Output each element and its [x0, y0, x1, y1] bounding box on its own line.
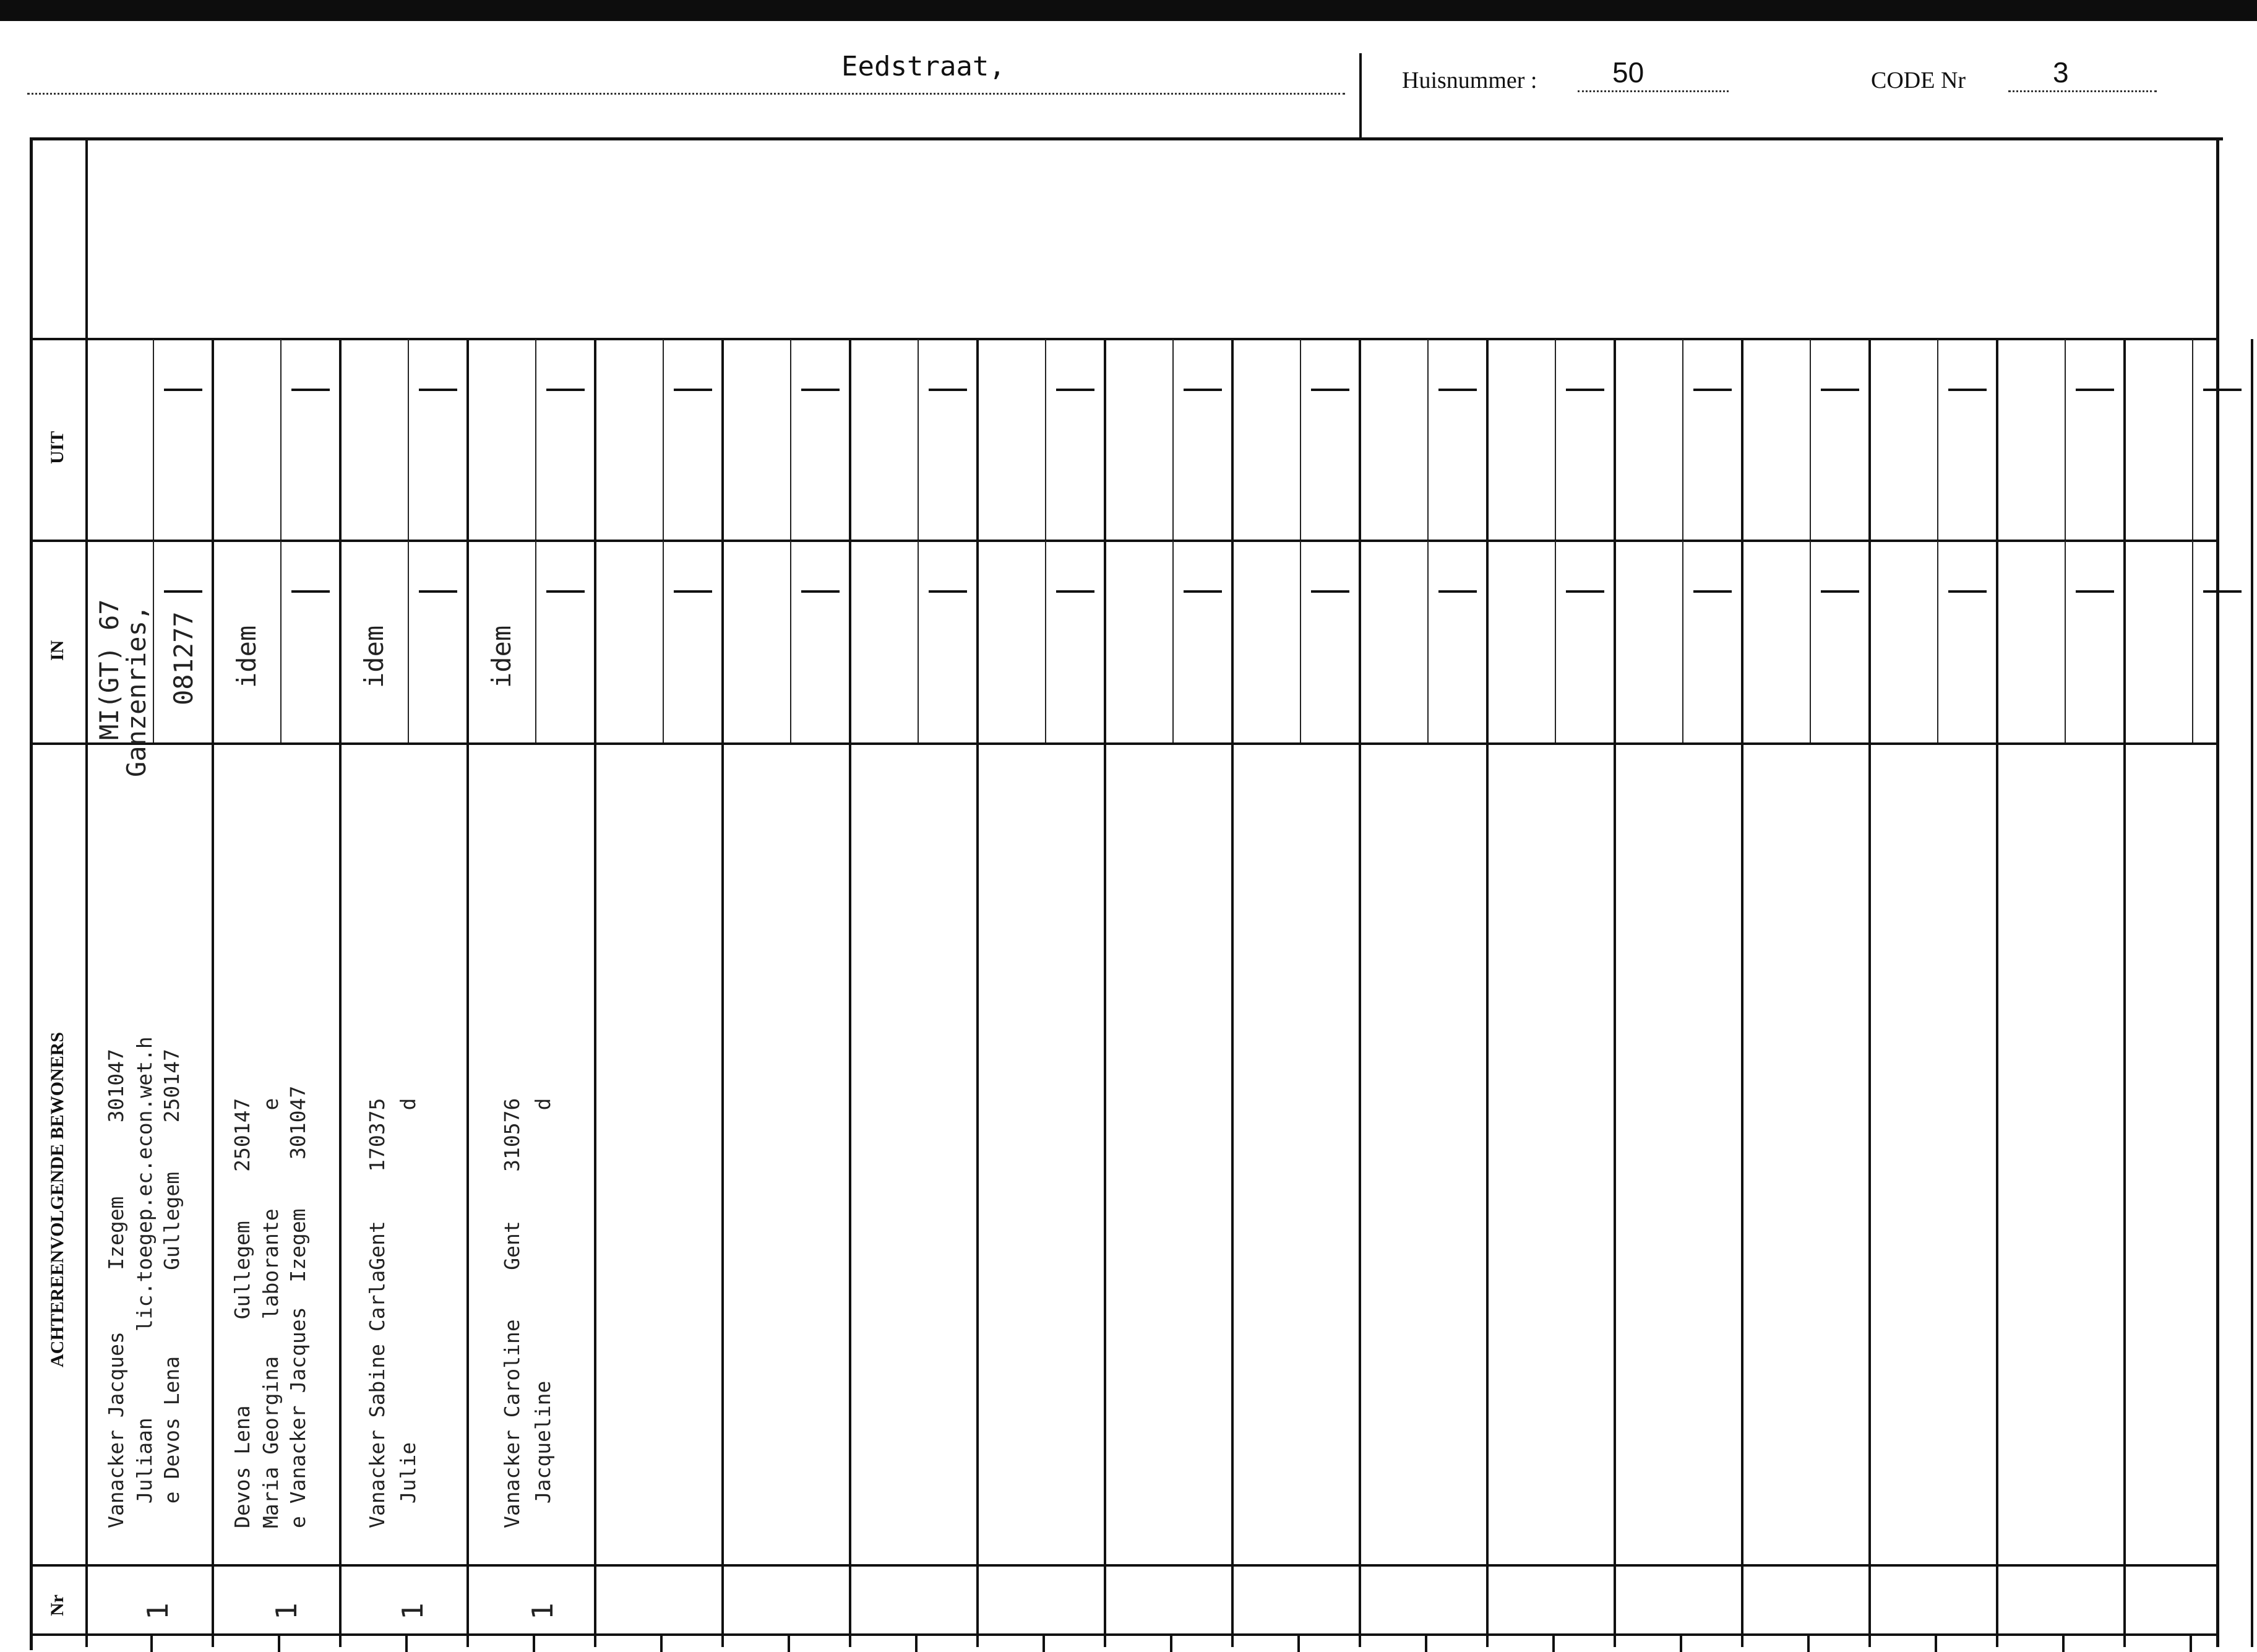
header-divider [1359, 53, 1362, 139]
in-dash-mark [1693, 590, 1732, 593]
street-name: Eedstraat, [841, 51, 1005, 82]
column-subdivider-in [663, 541, 664, 742]
column-subdivider-in [1045, 541, 1046, 742]
entry-1-in-line1: MI(GT) 67 [94, 599, 124, 740]
column-divider [1104, 339, 1106, 1647]
column-subdivider-in [408, 541, 409, 742]
entry-2-line-3: e Vanacker Jacques Izegem 301047 [286, 1085, 310, 1528]
column-subdivider-uit [1045, 339, 1046, 540]
in-dash-mark [1948, 590, 1987, 593]
entry-2-line-1: Devos Lena Gullegem 250147 [230, 1098, 254, 1528]
column-subdivider-in [1427, 541, 1429, 742]
row-label-in: IN [47, 640, 67, 661]
column-divider [1614, 339, 1616, 1647]
uit-dash-mark [1948, 389, 1987, 391]
column-subdivider-in [2192, 541, 2193, 742]
row-divider-uit-in [30, 540, 2219, 542]
column-divider [1231, 339, 1234, 1647]
column-divider [2251, 339, 2253, 1647]
entry-1-line-1: Vanacker Jacques Izegem 301047 [104, 1049, 128, 1528]
bottom-tick-mark [1680, 1633, 1682, 1652]
bottom-tick-mark [1425, 1633, 1427, 1652]
in-dash-mark [2076, 590, 2114, 593]
column-divider [721, 339, 724, 1647]
uit-dash-mark [1566, 389, 1604, 391]
code-value: 3 [2053, 56, 2069, 88]
row-label-uit: UIT [47, 431, 67, 464]
in-dash-mark [929, 590, 967, 593]
column-subdivider-in [1937, 541, 1938, 742]
column-divider [2123, 339, 2126, 1647]
column-subdivider-in [1172, 541, 1174, 742]
row-divider-in-bewoners [30, 742, 2219, 745]
entry-1-in-date: 081277 [168, 611, 199, 705]
frame-right-edge [2216, 137, 2219, 1647]
column-divider [1868, 339, 1871, 1647]
column-divider [1741, 339, 1743, 1647]
bottom-tick-mark [1170, 1633, 1172, 1652]
uit-dash-mark [419, 389, 457, 391]
in-dash-mark [801, 590, 840, 593]
uit-dash-mark [546, 389, 585, 391]
column-subdivider-in [1810, 541, 1811, 742]
column-subdivider-uit [1300, 339, 1301, 540]
entry-1-line-2: Juliaan lic.toegep.ec.econ.wet.h [132, 1036, 157, 1528]
column-divider [849, 339, 851, 1647]
column-divider [1359, 339, 1361, 1647]
register-frame [30, 137, 2223, 1650]
entry-3-in: idem [359, 625, 389, 688]
column-subdivider-uit [2065, 339, 2066, 540]
column-subdivider-in [1682, 541, 1683, 742]
column-subdivider-in [1300, 541, 1301, 742]
uit-dash-mark [801, 389, 840, 391]
uit-dash-mark [1184, 389, 1222, 391]
entry-3-nr: 1 [396, 1603, 429, 1620]
column-subdivider-in [2065, 541, 2066, 742]
column-subdivider-uit [535, 339, 536, 540]
column-subdivider-in [918, 541, 919, 742]
column-subdivider-uit [408, 339, 409, 540]
entry-4-line-1: Vanacker Caroline Gent 310576 [500, 1098, 524, 1528]
huisnummer-dotted-line [1578, 90, 1729, 92]
uit-dash-mark [1693, 389, 1732, 391]
column-subdivider-uit [280, 339, 282, 540]
in-dash-mark [1566, 590, 1604, 593]
entry-2-nr: 1 [270, 1603, 303, 1620]
uit-dash-mark [674, 389, 712, 391]
bottom-tick-mark [788, 1633, 790, 1652]
uit-dash-mark [2203, 389, 2242, 391]
street-dotted-line [27, 93, 1345, 95]
in-dash-mark [1311, 590, 1349, 593]
entry-3-line-1: Vanacker Sabine CarlaGent 170375 [365, 1098, 389, 1528]
entry-3-line-2: Julie d [396, 1098, 420, 1528]
uit-dash-mark [1311, 389, 1349, 391]
bottom-tick-mark [1043, 1633, 1045, 1652]
row-divider-uit-top [30, 338, 87, 340]
bottom-tick-mark [2062, 1633, 2065, 1652]
in-dash-mark [1056, 590, 1094, 593]
in-dash-mark [546, 590, 585, 593]
bottom-tick-mark [533, 1633, 535, 1652]
uit-dash-mark [164, 389, 202, 391]
row-divider-top [87, 338, 2219, 340]
column-divider [339, 339, 342, 1647]
top-black-bar [0, 0, 2257, 21]
column-divider [1486, 339, 1489, 1647]
bottom-tick-mark [405, 1633, 408, 1652]
in-dash-mark [419, 590, 457, 593]
uit-dash-mark [1821, 389, 1859, 391]
row-divider-bewoners-nr [30, 1564, 2219, 1567]
bottom-tick-mark [2190, 1633, 2192, 1652]
uit-dash-mark [929, 389, 967, 391]
bottom-tick-mark [660, 1633, 663, 1652]
column-subdivider-uit [790, 339, 791, 540]
bottom-tick-mark [915, 1633, 918, 1652]
entry-1-line-3: e Devos Lena Gullegem 250147 [160, 1049, 184, 1528]
uit-dash-mark [1056, 389, 1094, 391]
bottom-tick-mark [1552, 1633, 1555, 1652]
row-divider-bottom [30, 1633, 2219, 1636]
column-subdivider-uit [1427, 339, 1429, 540]
in-dash-mark [1438, 590, 1477, 593]
column-subdivider-in [153, 541, 154, 742]
bottom-tick-mark [1807, 1633, 1810, 1652]
entry-1-nr: 1 [141, 1603, 174, 1620]
column-subdivider-uit [1555, 339, 1556, 540]
entry-1-in-line2: Ganzenries, [121, 604, 152, 777]
column-divider [466, 339, 469, 1647]
column-subdivider-uit [1937, 339, 1938, 540]
in-dash-mark [2203, 590, 2242, 593]
column-subdivider-in [790, 541, 791, 742]
entry-4-line-2: Jacqueline d [531, 1098, 555, 1528]
uit-dash-mark [2076, 389, 2114, 391]
in-dash-mark [1184, 590, 1222, 593]
column-subdivider-uit [153, 339, 154, 540]
column-divider [212, 339, 214, 1647]
column-subdivider-in [1555, 541, 1556, 742]
entry-2-in: idem [231, 625, 262, 688]
column-subdivider-uit [918, 339, 919, 540]
column-subdivider-uit [1682, 339, 1683, 540]
code-label: CODE Nr [1871, 67, 1966, 93]
column-subdivider-uit [1810, 339, 1811, 540]
row-label-bewoners: ACHTEREENVOLGENDE BEWONERS [47, 1031, 67, 1367]
column-divider [1996, 339, 1998, 1647]
bottom-tick-mark [1935, 1633, 1937, 1652]
bottom-tick-mark [1297, 1633, 1300, 1652]
entry-4-in: idem [486, 625, 517, 688]
in-dash-mark [291, 590, 330, 593]
column-subdivider-uit [2192, 339, 2193, 540]
bottom-tick-mark [278, 1633, 280, 1652]
column-divider [976, 339, 979, 1647]
entry-4-nr: 1 [526, 1603, 559, 1620]
column-subdivider-in [280, 541, 282, 742]
label-column-divider [85, 137, 88, 1647]
uit-dash-mark [291, 389, 330, 391]
column-subdivider-uit [663, 339, 664, 540]
entry-2-line-2: Maria Georgina laborante e [259, 1098, 283, 1528]
bottom-tick-mark [150, 1633, 153, 1652]
uit-dash-mark [1438, 389, 1477, 391]
huisnummer-value: 50 [1612, 56, 1644, 88]
in-dash-mark [1821, 590, 1859, 593]
in-dash-mark [164, 590, 202, 593]
row-label-nr: Nr [47, 1594, 67, 1616]
in-dash-mark [674, 590, 712, 593]
code-dotted-line [2008, 90, 2157, 92]
column-divider [594, 339, 596, 1647]
column-subdivider-uit [1172, 339, 1174, 540]
column-subdivider-in [535, 541, 536, 742]
huisnummer-label: Huisnummer : [1402, 67, 1537, 93]
